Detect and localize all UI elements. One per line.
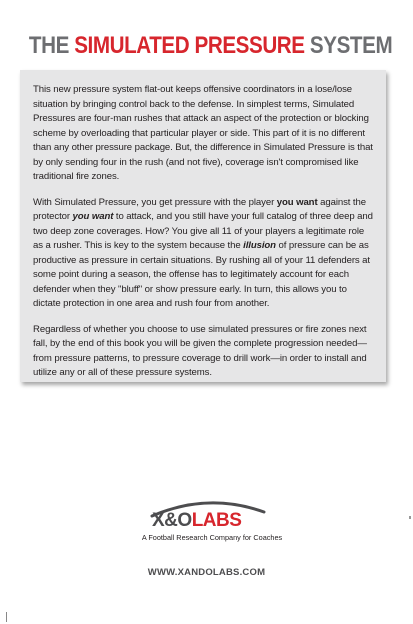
paragraph-1: This new pressure system flat-out keeps offensive coordinators in a lose/lose situation by bringing control back to the defense. In simplest terms, Simulated Pressures are four-man rushes that attack an aspect of the protection or blocking scheme by overloading that particular player or side. This part of it is no different than any other pressure package. But, the difference in Simulated Pressure is that by only sending four in the rush (and not five), coverage isn't compromised like traditional fire zones. [33,84,373,182]
paragraph-2-text-g: of pressure can be as productive as pressure in certain situations. By rushing all of your 11 defenders at some point during a season, the offense has to legitimately account for each defender when they "bluff" or show pressure early. In turn, this allows you to dictate protection in one area and rush four from another. [33,240,370,309]
paragraph-3: Regardless of whether you choose to use simulated pressures or fire zones next fall, by the end of this book you will be given the complete progression needed—from pressure patterns, to pressure coverage to drill work—in order to install and utilize any or all of these pressure systems. [33,323,367,378]
logo-xo: X&O [152,510,192,531]
logo-tagline: A Football Research Company for Coaches [141,533,283,542]
crop-mark [6,612,7,622]
logo-labs: LABS [191,510,242,531]
website-url: WWW.XANDOLABS.COM [147,567,266,578]
emphasis-you-want-2 [73,211,114,222]
emphasis-you-want-1: you want [276,196,318,208]
text-panel [20,70,386,382]
title-part-system: SYSTEM [304,32,393,59]
emphasis-illusion [243,240,276,251]
title-part-the: THE [28,32,75,59]
logo-wordmark [152,511,241,531]
emphasis-illusion-italic: illusion [243,240,276,251]
paragraph-2-text-c: against the protector [33,196,366,222]
crop-mark [409,516,411,519]
page-title [28,31,393,61]
paragraph-2 [33,196,373,312]
xandolabs-logo [132,498,292,548]
paragraph-2-text-e: to attack, and you still have your full catalog of three deep and two deep zone coverages. How? You give all 11 of your players a legitimate role as a rusher. This is key to the system because the [33,211,373,251]
paragraph-2-text-a: With Simulated Pressure, you get pressure with the player [33,196,277,208]
title-part-simulated-pressure: SIMULATED PRESSURE [74,32,305,59]
emphasis-you-want-2-italic: you want [72,211,114,222]
